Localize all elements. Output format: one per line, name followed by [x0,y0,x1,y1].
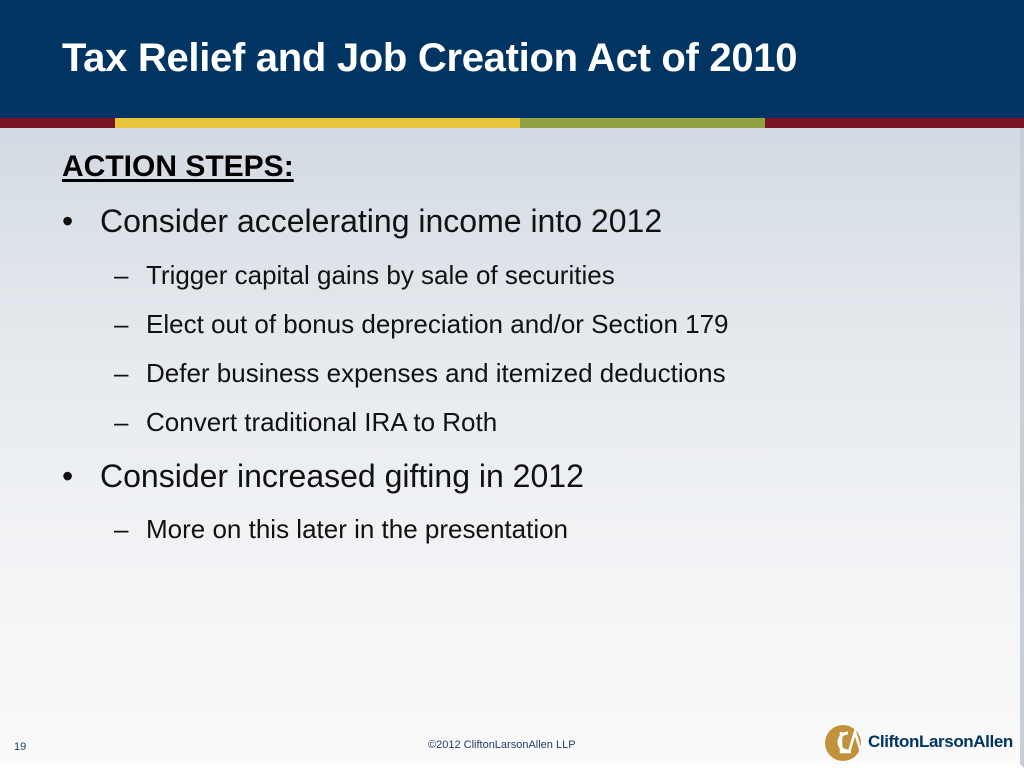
logo-wordmark: CliftonLarsonAllen [868,732,1013,751]
dash-marker: – [114,514,129,544]
sub-bullet-text: More on this later in the presentation [146,514,569,544]
company-logo [824,722,1020,762]
dash-marker: – [114,260,129,290]
slide-title: Tax Relief and Job Creation Act of 2010 [62,36,798,80]
logo-mark-icon [824,722,864,762]
accent-stripe-green [520,118,765,128]
bullet-text: Consider accelerating income into 2012 [100,203,663,239]
accent-stripe-red-left [0,118,115,128]
page-number: 19 [14,741,27,753]
section-heading: ACTION STEPS: [62,150,294,183]
dash-marker: – [114,407,129,437]
dash-marker: – [114,309,129,339]
accent-stripe-gold [115,118,520,128]
bullet-text: Consider increased gifting in 2012 [100,458,584,494]
copyright-text: ©2012 CliftonLarsonAllen LLP [428,739,576,751]
bullet-marker: • [62,458,74,494]
dash-marker: – [114,358,129,388]
title-bar [0,0,1024,118]
accent-stripe-red-right [765,118,1024,128]
sub-bullet-text: Elect out of bonus depreciation and/or Section 179 [146,309,729,339]
sub-bullet-text: Convert traditional IRA to Roth [146,407,498,437]
sub-bullet-text: Trigger capital gains by sale of securities [146,260,615,290]
sub-bullet-text: Defer business expenses and itemized deductions [146,358,726,388]
bullet-marker: • [62,203,74,239]
